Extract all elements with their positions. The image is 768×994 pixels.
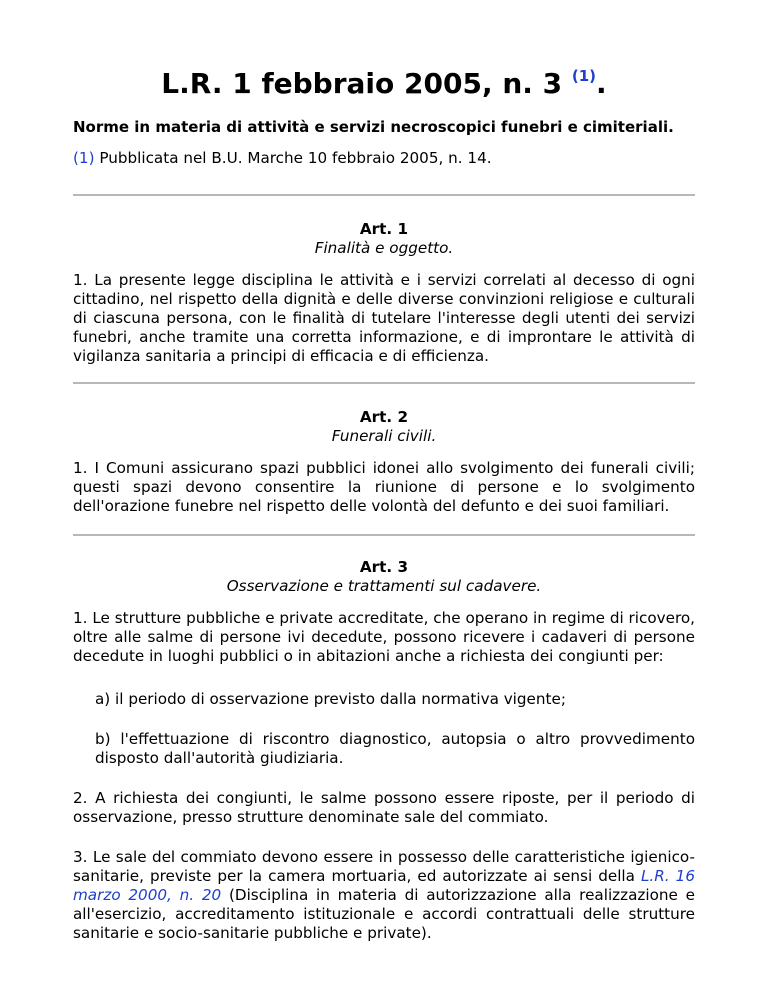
footnote-ref-link[interactable]: (1) xyxy=(73,149,95,167)
article-3-heading: Osservazione e trattamenti sul cadavere. xyxy=(226,577,542,595)
article-2-paragraph-1: 1. I Comuni assicurano spazi pubblici idonei allo svolgimento dei funerali civili; questi spazi devono consentire la riunione di persone e lo svolgimento dell'orazione funebre nel rispetto delle volontà del defunto e dei suoi familiari. xyxy=(73,459,695,515)
article-1-number: Art. 1 xyxy=(359,220,409,238)
law-reference-link[interactable]: L.R. 16 marzo 2000, n. 20 xyxy=(73,867,695,904)
law-title xyxy=(73,64,695,104)
article-1-heading: Finalità e oggetto. xyxy=(314,239,454,257)
article-3-paragraph-3-after: (Disciplina in materia di autorizzazione alla realizzazione e all'esercizio, accreditamento istituzionale e accordi contrattuali delle strutture sanitarie e socio-sanitarie pubbliche e private). xyxy=(73,886,695,942)
article-3-paragraph-3-before: 3. Le sale del commiato devono essere in possesso delle caratteristiche igienico-sanitarie, previste per la camera mortuaria, ed autorizzate ai sensi della xyxy=(73,848,695,885)
separator-2 xyxy=(73,382,695,384)
article-3-item-a: a) il periodo di osservazione previsto dalla normativa vigente; xyxy=(95,690,566,708)
law-title-text: L.R. 1 febbraio 2005, n. 3 xyxy=(161,67,563,100)
separator-1 xyxy=(73,194,695,196)
article-2-heading: Funerali civili. xyxy=(331,427,437,445)
article-3-number: Art. 3 xyxy=(359,558,409,576)
separator-3 xyxy=(73,534,695,536)
article-3-paragraph-3 xyxy=(73,848,695,943)
article-2-header xyxy=(73,408,695,446)
title-footnote-link[interactable]: (1) xyxy=(571,67,597,85)
article-1-paragraph-1: 1. La presente legge disciplina le attività e i servizi correlati al decesso di ogni cittadino, nel rispetto della dignità e delle diverse convinzioni religiose e culturali di ciascuna persona, con le finalità di tutelare l'interesse degli utenti dei servizi funebri, anche tramite una corretta informazione, e di improntare le attività di vigilanza sanitaria a principi di efficacia e di efficienza. xyxy=(73,271,695,365)
article-3-header xyxy=(73,558,695,596)
article-3-paragraph-2: 2. A richiesta dei congiunti, le salme possono essere riposte, per il periodo di osservazione, presso strutture denominate sale del commiato. xyxy=(73,789,695,826)
article-3-item-b: b) l'effettuazione di riscontro diagnostico, autopsia o altro provvedimento disposto dall'autorità giudiziaria. xyxy=(95,730,695,767)
footnote xyxy=(73,149,695,168)
law-subtitle: Norme in materia di attività e servizi necroscopici funebri e cimiteriali. xyxy=(73,118,674,136)
law-title-period: . xyxy=(596,67,607,100)
article-1-header xyxy=(73,220,695,258)
article-3-paragraph-1: 1. Le strutture pubbliche e private accreditate, che operano in regime di ricovero, oltre alle salme di persone ivi decedute, possono ricevere i cadaveri di persone decedute in luoghi pubblici o in abitazioni anche a richiesta dei congiunti per: xyxy=(73,609,695,665)
article-2-number: Art. 2 xyxy=(359,408,409,426)
footnote-text: Pubblicata nel B.U. Marche 10 febbraio 2005, n. 14. xyxy=(94,149,492,167)
